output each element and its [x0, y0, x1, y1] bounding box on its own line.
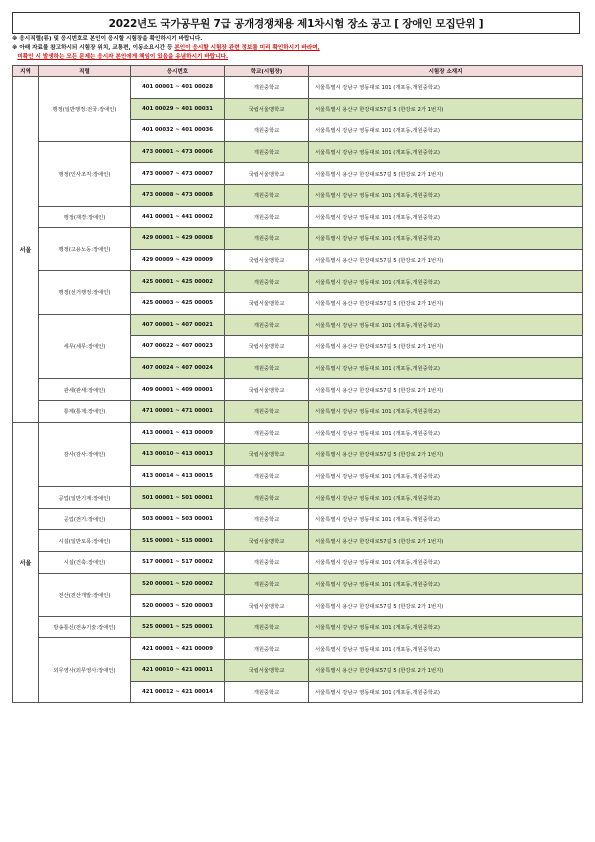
table-row [13, 638, 583, 660]
exam-number-cell: 421 00012 ~ 421 00014 [131, 681, 225, 703]
school-cell: 개원중학교 [225, 314, 309, 336]
page-title: 2022년도 국가공무원 7급 공개경쟁채용 제1차시험 장소 공고 [ 장애인 모집단위 ] [12, 12, 580, 34]
exam-number-cell: 520 00001 ~ 520 00002 [131, 573, 225, 595]
region-cell: 서울 [13, 77, 39, 423]
exam-number-cell: 407 00024 ~ 407 00024 [131, 357, 225, 379]
address-cell: 서울특별시 강남구 영동대로 101 (개포동,개원중학교) [309, 120, 583, 142]
address-cell: 서울특별시 강남구 영동대로 101 (개포동,개원중학교) [309, 508, 583, 530]
address-cell: 서울특별시 강남구 영동대로 101 (개포동,개원중학교) [309, 487, 583, 509]
school-cell: 국립서울맹학교 [225, 660, 309, 682]
table-row [13, 552, 583, 574]
address-cell: 서울특별시 용산구 한강대로57길 5 (한강로 2가 1번지) [309, 98, 583, 120]
exam-number-cell: 473 00008 ~ 473 00008 [131, 184, 225, 206]
exam-number-cell: 473 00001 ~ 473 00006 [131, 141, 225, 163]
table-row [13, 616, 583, 638]
school-cell: 개원중학교 [225, 681, 309, 703]
header-address: 시험장 소재지 [309, 66, 583, 77]
header-region: 지역 [13, 66, 39, 77]
table-row [13, 508, 583, 530]
school-cell: 개원중학교 [225, 552, 309, 574]
address-cell: 서울특별시 강남구 영동대로 101 (개포동,개원중학교) [309, 616, 583, 638]
header-exam-number: 응시번호 [131, 66, 225, 77]
address-cell: 서울특별시 강남구 영동대로 101 (개포동,개원중학교) [309, 400, 583, 422]
address-cell: 서울특별시 용산구 한강대로57길 5 (한강로 2가 1번지) [309, 444, 583, 466]
address-cell: 서울특별시 강남구 영동대로 101 (개포동,개원중학교) [309, 357, 583, 379]
header-school: 학교(시험장) [225, 66, 309, 77]
table-row [13, 271, 583, 293]
exam-number-cell: 413 00001 ~ 413 00009 [131, 422, 225, 444]
exam-number-cell: 407 00022 ~ 407 00023 [131, 336, 225, 358]
exam-location-table [12, 65, 583, 703]
address-cell: 서울특별시 용산구 한강대로57길 5 (한강로 2가 1번지) [309, 530, 583, 552]
exam-number-cell: 401 00001 ~ 401 00028 [131, 77, 225, 99]
school-cell: 개원중학교 [225, 206, 309, 228]
exam-number-cell: 515 00001 ~ 515 00001 [131, 530, 225, 552]
exam-number-cell: 413 00014 ~ 413 00015 [131, 465, 225, 487]
series-cell: 통계(통계:장애인) [39, 400, 131, 422]
series-cell: 행정(선거행정:장애인) [39, 271, 131, 314]
school-cell: 개원중학교 [225, 141, 309, 163]
school-cell: 국립서울맹학교 [225, 98, 309, 120]
table-header-row [13, 66, 583, 77]
address-cell: 서울특별시 용산구 한강대로57길 5 (한강로 2가 1번지) [309, 336, 583, 358]
school-cell: 국립서울맹학교 [225, 292, 309, 314]
region-cell: 서울 [13, 422, 39, 703]
exam-number-cell: 471 00001 ~ 471 00001 [131, 400, 225, 422]
address-cell: 서울특별시 용산구 한강대로57길 5 (한강로 2가 1번지) [309, 163, 583, 185]
table-row [13, 487, 583, 509]
exam-number-cell: 441 00001 ~ 441 00002 [131, 206, 225, 228]
exam-number-cell: 401 00029 ~ 401 00031 [131, 98, 225, 120]
notice-line-2 [12, 45, 320, 52]
notice-line-1-text: ※ 응시직렬(류) 및 응시번호로 본인이 응시할 시험장을 확인하시기 바랍니다. [12, 36, 203, 42]
series-cell: 공업(전기:장애인) [39, 508, 131, 530]
school-cell: 개원중학교 [225, 184, 309, 206]
address-cell: 서울특별시 강남구 영동대로 101 (개포동,개원중학교) [309, 573, 583, 595]
school-cell: 개원중학교 [225, 465, 309, 487]
exam-number-cell: 520 00003 ~ 520 00003 [131, 595, 225, 617]
series-cell: 행정(재경:장애인) [39, 206, 131, 228]
exam-number-cell: 501 00001 ~ 501 00001 [131, 487, 225, 509]
series-cell: 방송통신(전송기술:장애인) [39, 616, 131, 638]
school-cell: 개원중학교 [225, 616, 309, 638]
address-cell: 서울특별시 강남구 영동대로 101 (개포동,개원중학교) [309, 206, 583, 228]
address-cell: 서울특별시 용산구 한강대로57길 5 (한강로 2가 1번지) [309, 595, 583, 617]
school-cell: 개원중학교 [225, 573, 309, 595]
notice-line-2-prefix: ※ 아래 자료를 참고하시되 시험장 위치, 교통편, 이동소요시간 등 [12, 45, 175, 51]
table-row [13, 573, 583, 595]
series-cell: 전산(전산개발:장애인) [39, 573, 131, 616]
exam-number-cell: 425 00001 ~ 425 00002 [131, 271, 225, 293]
school-cell: 국립서울맹학교 [225, 444, 309, 466]
school-cell: 개원중학교 [225, 400, 309, 422]
exam-number-cell: 503 00001 ~ 503 00001 [131, 508, 225, 530]
exam-number-cell: 413 00010 ~ 413 00013 [131, 444, 225, 466]
school-cell: 개원중학교 [225, 77, 309, 99]
address-cell: 서울특별시 강남구 영동대로 101 (개포동,개원중학교) [309, 465, 583, 487]
series-cell: 행정(고용노동:장애인) [39, 228, 131, 271]
series-cell: 외무영사(외무영사:장애인) [39, 638, 131, 703]
school-cell: 개원중학교 [225, 487, 309, 509]
school-cell: 개원중학교 [225, 120, 309, 142]
table-body [13, 77, 583, 703]
address-cell: 서울특별시 강남구 영동대로 101 (개포동,개원중학교) [309, 141, 583, 163]
notice-line-3-suffix: 이 있음을 유념하시기 바랍니다. [149, 54, 229, 60]
notice-line-2-warning: 본인이 응시할 시험장 관련 정보를 미리 확인하시기 바라며, [174, 45, 320, 51]
series-cell: 행정(인사조직:장애인) [39, 141, 131, 206]
school-cell: 국립서울맹학교 [225, 530, 309, 552]
table-row [13, 228, 583, 250]
exam-number-cell: 421 00010 ~ 421 00011 [131, 660, 225, 682]
address-cell: 서울특별시 강남구 영동대로 101 (개포동,개원중학교) [309, 422, 583, 444]
address-cell: 서울특별시 강남구 영동대로 101 (개포동,개원중학교) [309, 184, 583, 206]
address-cell: 서울특별시 용산구 한강대로57길 5 (한강로 2가 1번지) [309, 292, 583, 314]
series-cell: 세무(세무:장애인) [39, 314, 131, 379]
series-cell: 행정(일반행정:전국:장애인) [39, 77, 131, 142]
school-cell: 국립서울맹학교 [225, 595, 309, 617]
table-row [13, 314, 583, 336]
address-cell: 서울특별시 강남구 영동대로 101 (개포동,개원중학교) [309, 681, 583, 703]
series-cell: 감사(감사:장애인) [39, 422, 131, 487]
address-cell: 서울특별시 강남구 영동대로 101 (개포동,개원중학교) [309, 314, 583, 336]
school-cell: 개원중학교 [225, 228, 309, 250]
exam-number-cell: 525 00001 ~ 525 00001 [131, 616, 225, 638]
exam-number-cell: 425 00003 ~ 425 00005 [131, 292, 225, 314]
address-cell: 서울특별시 용산구 한강대로57길 5 (한강로 2가 1번지) [309, 249, 583, 271]
address-cell: 서울특별시 강남구 영동대로 101 (개포동,개원중학교) [309, 638, 583, 660]
exam-number-cell: 409 00001 ~ 409 00001 [131, 379, 225, 401]
address-cell: 서울특별시 용산구 한강대로57길 5 (한강로 2가 1번지) [309, 379, 583, 401]
table-row [13, 379, 583, 401]
school-cell: 개원중학교 [225, 638, 309, 660]
address-cell: 서울특별시 강남구 영동대로 101 (개포동,개원중학교) [309, 271, 583, 293]
school-cell: 국립서울맹학교 [225, 249, 309, 271]
exam-number-cell: 421 00001 ~ 421 00009 [131, 638, 225, 660]
school-cell: 개원중학교 [225, 271, 309, 293]
series-cell: 시설(일반토목:장애인) [39, 530, 131, 552]
table-row [13, 400, 583, 422]
table-row [13, 422, 583, 444]
exam-number-cell: 407 00001 ~ 407 00021 [131, 314, 225, 336]
table-row [13, 206, 583, 228]
school-cell: 국립서울맹학교 [225, 379, 309, 401]
exam-number-cell: 401 00032 ~ 401 00036 [131, 120, 225, 142]
series-cell: 시설(건축:장애인) [39, 552, 131, 574]
school-cell: 개원중학교 [225, 357, 309, 379]
exam-number-cell: 429 00001 ~ 429 00008 [131, 228, 225, 250]
exam-number-cell: 473 00007 ~ 473 00007 [131, 163, 225, 185]
series-cell: 관세(관세:장애인) [39, 379, 131, 401]
address-cell: 서울특별시 강남구 영동대로 101 (개포동,개원중학교) [309, 228, 583, 250]
notice-line-3 [12, 54, 228, 61]
notice-line-3-warning: 미확인 시 발생하는 모든 문제는 응시자 본인에게 책임 [17, 54, 150, 60]
exam-number-cell: 429 00009 ~ 429 00009 [131, 249, 225, 271]
address-cell: 서울특별시 강남구 영동대로 101 (개포동,개원중학교) [309, 77, 583, 99]
exam-number-cell: 517 00001 ~ 517 00002 [131, 552, 225, 574]
address-cell: 서울특별시 용산구 한강대로57길 5 (한강로 2가 1번지) [309, 660, 583, 682]
school-cell: 국립서울맹학교 [225, 336, 309, 358]
school-cell: 개원중학교 [225, 422, 309, 444]
table-row [13, 77, 583, 99]
school-cell: 국립서울맹학교 [225, 163, 309, 185]
table-row [13, 141, 583, 163]
series-cell: 공업(일반기계:장애인) [39, 487, 131, 509]
school-cell: 개원중학교 [225, 508, 309, 530]
notice-line-1 [12, 36, 202, 43]
header-series: 직렬 [39, 66, 131, 77]
table-row [13, 530, 583, 552]
address-cell: 서울특별시 강남구 영동대로 101 (개포동,개원중학교) [309, 552, 583, 574]
